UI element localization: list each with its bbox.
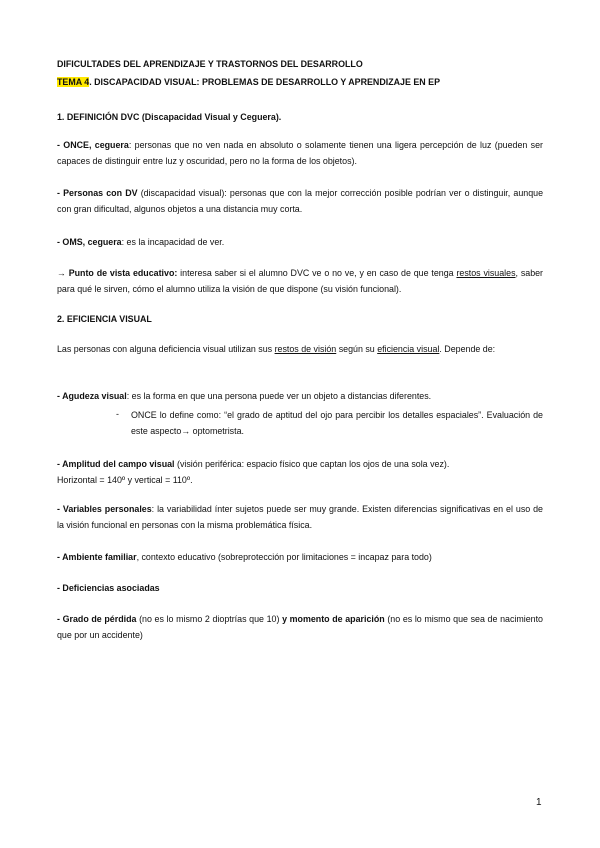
educational-viewpoint	[57, 265, 543, 297]
document-title: DIFICULTADES DEL APRENDIZAJE Y TRASTORNOS DEL DESARROLLO	[57, 59, 363, 69]
amplitud-text: (visión periférica: espacio físico que captan los ojos de una sola vez).	[174, 459, 450, 469]
tema-label: TEMA 4	[57, 77, 90, 87]
section2-heading: 2. EFICIENCIA VISUAL	[57, 314, 152, 324]
grado-text-a: (no es lo mismo 2 dioptrías que 10)	[136, 614, 283, 624]
amplitud-values: Horizontal = 140º y vertical = 110º.	[57, 475, 193, 485]
once-term: - ONCE, ceguera	[57, 140, 129, 150]
deficiencias-item: - Deficiencias asociadas	[57, 583, 160, 593]
intro-b: según su	[336, 344, 378, 354]
agudeza-item	[57, 390, 431, 402]
page-number: 1	[536, 797, 542, 808]
variables-term: - Variables personales	[57, 504, 152, 514]
pve-text-b: , saber para qué le sirven, cómo el alumno utiliza la visión de que dispone (su visión funcional).	[57, 268, 544, 294]
ambiente-item	[57, 551, 432, 563]
restos-vision-underlined: restos de visión	[274, 344, 337, 354]
restos-visuales-underlined: restos visuales	[456, 268, 516, 278]
section2-intro	[57, 341, 543, 357]
grado-y: y	[282, 614, 288, 624]
variables-item	[57, 501, 543, 533]
intro-a: Las personas con alguna deficiencia visual utilizan sus	[57, 344, 275, 354]
ambiente-text: , contexto educativo (sobreprotección por limitaciones = incapaz para todo)	[136, 552, 432, 562]
eficiencia-visual-underlined: eficiencia visual	[377, 344, 440, 354]
arrow-glyph: →	[57, 268, 69, 278]
pve-text-a: interesa saber si el alumno DVC ve o no ve, y en caso de que tenga	[177, 268, 457, 278]
tema-title: . DISCAPACIDAD VISUAL: PROBLEMAS DE DESARROLLO Y APRENDIZAJE EN EP	[89, 77, 440, 87]
amplitud-term: - Amplitud del campo visual	[57, 459, 175, 469]
pve-term: Punto de vista educativo:	[68, 268, 178, 278]
grado-item	[57, 611, 543, 643]
dv-term: - Personas con DV	[57, 188, 138, 198]
once-definition	[57, 137, 543, 169]
agudeza-text: : es la forma en que una persona puede ver un objeto a distancias diferentes.	[126, 391, 432, 401]
sub-bullet-dash: -	[116, 409, 119, 419]
dv-definition	[57, 185, 543, 217]
oms-text: : es la incapacidad de ver.	[121, 237, 225, 247]
tema-heading	[57, 76, 440, 88]
oms-term: - OMS, ceguera	[57, 237, 122, 247]
once-sub-bullet: ONCE lo define como: “el grado de aptitud del ojo para percibir los detalles espaciales”. Evaluación de este aspecto→ optometrista.	[131, 410, 543, 436]
grado-term: - Grado de pérdida	[57, 614, 137, 624]
once-text: : personas que no ven nada en absoluto o solamente tienen una ligera percepción de luz (pueden ser capaces de distinguir entre luz y oscuridad, pero no la forma de los objetos).	[57, 140, 543, 166]
amplitud-item	[57, 458, 449, 470]
oms-definition	[57, 234, 543, 250]
grado-text-b: (no es lo mismo que sea de nacimiento que por un accidente)	[57, 614, 543, 640]
dv-text: (discapacidad visual): personas que con la mejor corrección posible podrían ver o distinguir, aunque con gran dificultad, algunos objetos a una distancia muy corta.	[57, 188, 544, 214]
momento-term: momento de aparición	[287, 614, 385, 624]
variables-text: : la variabilidad ínter sujetos puede ser muy grande. Existen diferencias significativas en el uso de la visión funcional en personas con la misma problemática física.	[57, 504, 543, 530]
agudeza-term: - Agudeza visual	[57, 391, 127, 401]
section1-heading: 1. DEFINICIÓN DVC (Discapacidad Visual y Ceguera).	[57, 112, 282, 122]
ambiente-term: - Ambiente familiar	[57, 552, 137, 562]
intro-c: . Depende de:	[439, 344, 496, 354]
